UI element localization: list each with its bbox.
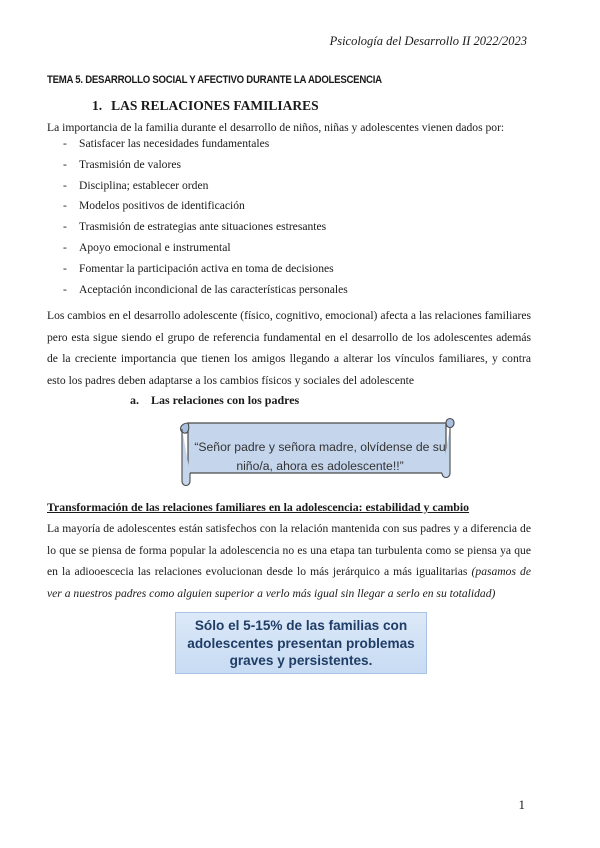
list-item: - Modelos positivos de identificación: [47, 199, 348, 220]
list-item: - Aceptación incondicional de las características personales: [47, 283, 348, 304]
scroll-quote: “Señor padre y señora madre, olvídense de su niño/a, ahora es adolescente!!”: [194, 440, 446, 473]
section-title: LAS RELACIONES FAMILIARES: [111, 98, 319, 113]
transformation-heading: Transformación de las relaciones familiares en la adolescencia: estabilidad y cambio: [47, 500, 470, 514]
list-item: - Satisfacer las necesidades fundamentales: [47, 137, 348, 158]
subsection-title: Las relaciones con los padres: [151, 393, 300, 407]
paragraph-satisfaction: [47, 518, 531, 604]
topic-title: TEMA 5. DESARROLLO SOCIAL Y AFECTIVO DURANTE LA ADOLESCENCIA: [47, 74, 382, 86]
intro-text: La importancia de la familia durante el desarrollo de niños, niñas y adolescentes vienen dados por:: [47, 121, 505, 134]
paragraph-italic: (pasamos de ver a nuestros padres como alguien superior a verlo más igual sin llegar a serlo en su totalidad): [47, 565, 531, 600]
list-item: - Fomentar la participación activa en toma de decisiones: [47, 262, 348, 283]
statistic-text: Sólo el 5-15% de las familias con adolescentes presentan problemas graves y persistentes.: [187, 618, 415, 668]
page-number: 1: [518, 797, 525, 812]
list-item: - Trasmisión de estrategias ante situaciones estresantes: [47, 220, 348, 241]
list-item: - Disciplina; establecer orden: [47, 179, 348, 200]
page-header: Psicología del Desarrollo II 2022/2023: [329, 34, 527, 48]
list-item: - Trasmisión de valores: [47, 158, 348, 179]
section-number: 1.: [92, 98, 103, 113]
paragraph-normal: La mayoría de adolescentes están satisfechos con la relación mantenida con sus padres y a diferencia de lo que se piensa de forma popular la adolescencia no es una etapa tan turbulenta como se piensa ya que en la adiooescecia las relaciones evolucionan desde lo más jerárquico a más igualitarias: [47, 522, 531, 578]
paragraph-changes: Los cambios en el desarrollo adolescente (físico, cognitivo, emocional) afecta a las relaciones familiares pero esta sigue siendo el grupo de referencia fundamental en el desarrollo de los adolescentes además de la creciente importancia que tienen los amigos llegando a alterar los vínculos familiares, y contra esto los padres deben adaptarse a los cambios físicos y sociales del adolescente: [47, 309, 531, 387]
section-heading: [92, 98, 319, 114]
bullet-list: [47, 137, 348, 303]
subsection-heading: [130, 393, 299, 408]
list-item: - Apoyo emocional e instrumental: [47, 241, 348, 262]
subsection-letter: a.: [130, 393, 139, 407]
